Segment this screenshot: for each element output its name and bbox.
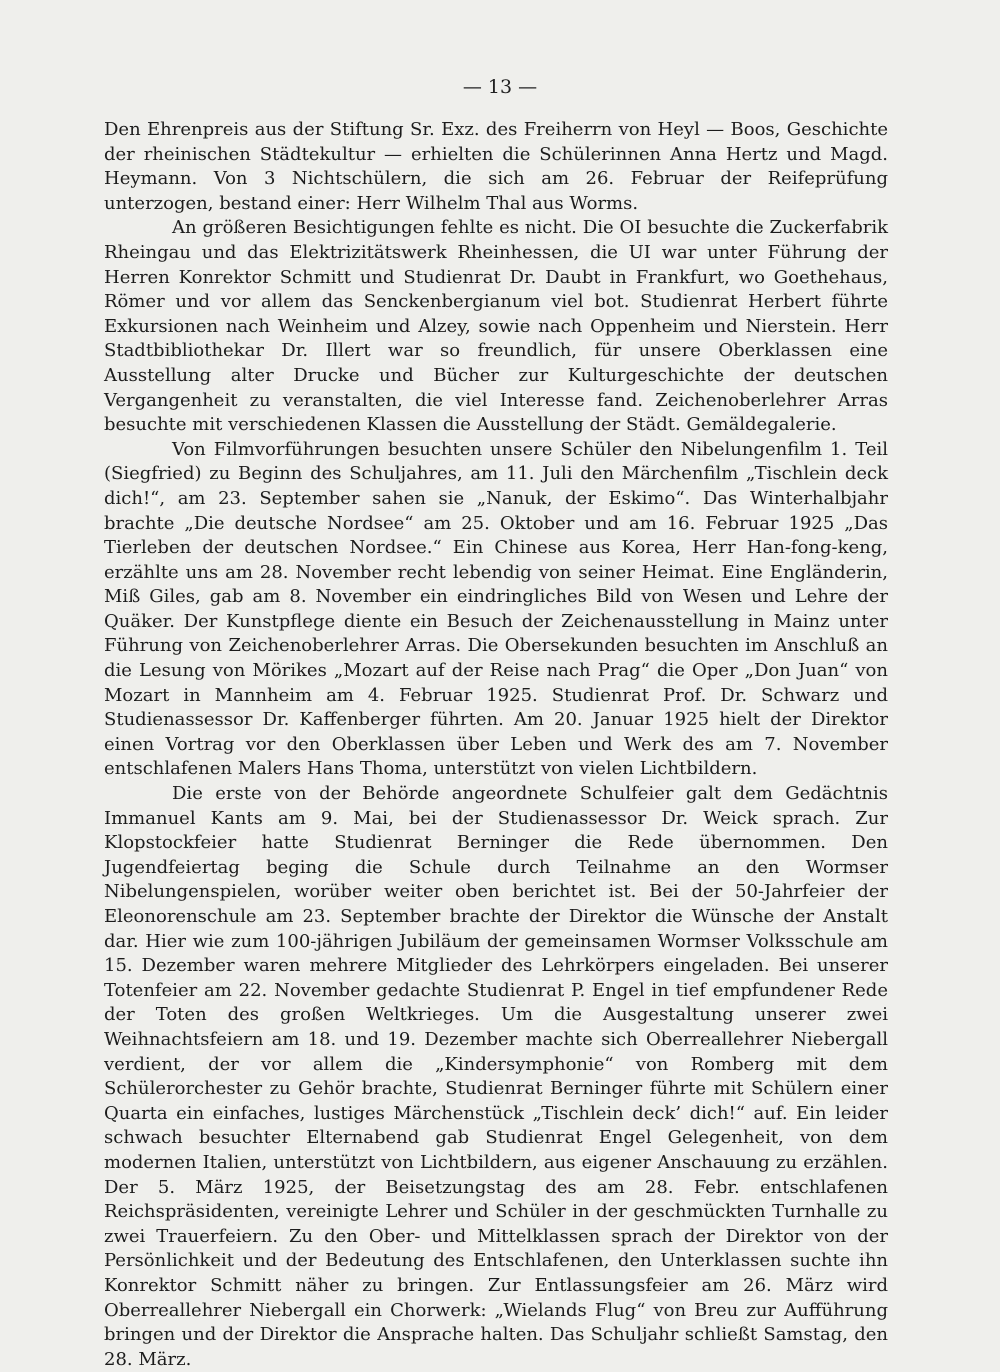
body-text (104, 118, 888, 1372)
paragraph-filmvorfuehrungen: Von Filmvorführungen besuchten unsere Schüler den Nibelungenfilm 1. Teil (Siegfried) zu Beginn des Schuljahres, am 11. Juli den Märchenfilm „Tischlein deck dich!“, am 23. September sahen sie „Nanuk, der Eskimo“. Das Winterhalbjahr brachte „Die deutsche Nordsee“ am 25. Oktober und am 16. Februar 1925 „Das Tierleben der deutschen Nordsee.“ Ein Chinese aus Korea, Herr Han-fong-keng, erzählte uns am 28. November recht lebendig von seiner Heimat. Eine Engländerin, Miß Giles, gab am 8. November ein eindringliches Bild von Wesen und Lehre der Quäker. Der Kunstpflege diente ein Besuch der Zeichenausstellung in Mainz unter Führung von Zeichenoberlehrer Arras. Die Obersekunden besuchten im Anschluß an die Lesung von Mörikes „Mozart auf der Reise nach Prag“ die Oper „Don Juan“ von Mozart in Mannheim am 4. Februar 1925. Studienrat Prof. Dr. Schwarz und Studienassessor Dr. Kaffenberger führten. Am 20. Januar 1925 hielt der Direktor einen Vortrag vor den Oberklassen über Leben und Werk des am 7. November entschlafenen Malers Hans Thoma, unterstützt von vielen Lichtbildern. (104, 438, 888, 780)
paragraph-schulfeiern: Die erste von der Behörde angeordnete Schulfeier galt dem Gedächtnis Immanuel Kants am 9. Mai, bei der Studienassessor Dr. Weick sprach. Zur Klopstockfeier hatte Studienrat Berninger die Rede übernommen. Den Jugendfeiertag beging die Schule durch Teilnahme an den Wormser Nibelungenspielen, worüber weiter oben berichtet ist. Bei der 50-Jahrfeier der Eleonorenschule am 23. September brachte der Direktor die Wünsche der Anstalt dar. Hier wie zum 100-jährigen Jubiläum der gemeinsamen Wormser Volksschule am 15. Dezember waren mehrere Mitglieder des Lehrkörpers eingeladen. Bei unserer Totenfeier am 22. November gedachte Studienrat P. Engel in tief empfundener Rede der Toten des großen Weltkrieges. Um die Ausgestaltung unserer zwei Weihnachtsfeiern am 18. und 19. Dezember machte sich Oberreallehrer Niebergall verdient, der vor allem die „Kindersymphonie“ von Romberg mit dem Schülerorchester zu Gehör brachte, Studienrat Berninger führte mit Schülern einer Quarta ein einfaches, lustiges Märchenstück „Tischlein deck’ dich!“ auf. Ein leider schwach besuchter Elternabend gab Studienrat Engel Gelegenheit, von dem modernen Italien, unterstützt von Lichtbildern, aus eigener Anschauung zu erzählen. Der 5. März 1925, der Beisetzungstag des am 28. Febr. entschlafenen Reichspräsidenten, vereinigte Lehrer und Schüler in der geschmückten Turnhalle zu zwei Trauerfeiern. Zu den Ober- und Mittelklassen sprach der Direktor von der Persönlichkeit und der Bedeutung des Entschlafenen, den Unterklassen suchte ihn Konrektor Schmitt näher zu bringen. Zur Entlassungsfeier am 26. März wird Oberreallehrer Niebergall ein Chorwerk: „Wielands Flug“ von Breu zur Aufführung bringen und der Direktor die Ansprache halten. Das Schuljahr schließt Samstag, den 28. März. (104, 783, 888, 1370)
page-number: — 13 — (462, 76, 538, 98)
paragraph-ehrenpreis: Den Ehrenpreis aus der Stiftung Sr. Exz. des Freiherrn von Heyl — Boos, Geschichte der rheinischen Städtekultur — erhielten die Schülerinnen Anna Hertz und Magd. Heymann. Von 3 Nichtschülern, die sich am 26. Februar der Reifeprüfung unterzogen, bestand einer: Herr Wilhelm Thal aus Worms. (104, 119, 888, 214)
paragraph-besichtigungen: An größeren Besichtigungen fehlte es nicht. Die OI besuchte die Zuckerfabrik Rheingau und das Elektrizitätswerk Rheinhessen, die UI war unter Führung der Herren Konrektor Schmitt und Studienrat Dr. Daubt in Frankfurt, wo Goethehaus, Römer und vor allem das Senckenbergianum viel bot. Studienrat Herbert führte Exkursionen nach Weinheim und Alzey, sowie nach Oppenheim und Nierstein. Herr Stadtbibliothekar Dr. Illert war so freundlich, für unsere Oberklassen eine Ausstellung alter Drucke und Bücher zur Kulturgeschichte der deutschen Vergangenheit zu veranstalten, die viel Interesse fand. Zeichenoberlehrer Arras besuchte mit verschiedenen Klassen die Ausstellung der Städt. Gemäldegalerie. (104, 217, 888, 436)
